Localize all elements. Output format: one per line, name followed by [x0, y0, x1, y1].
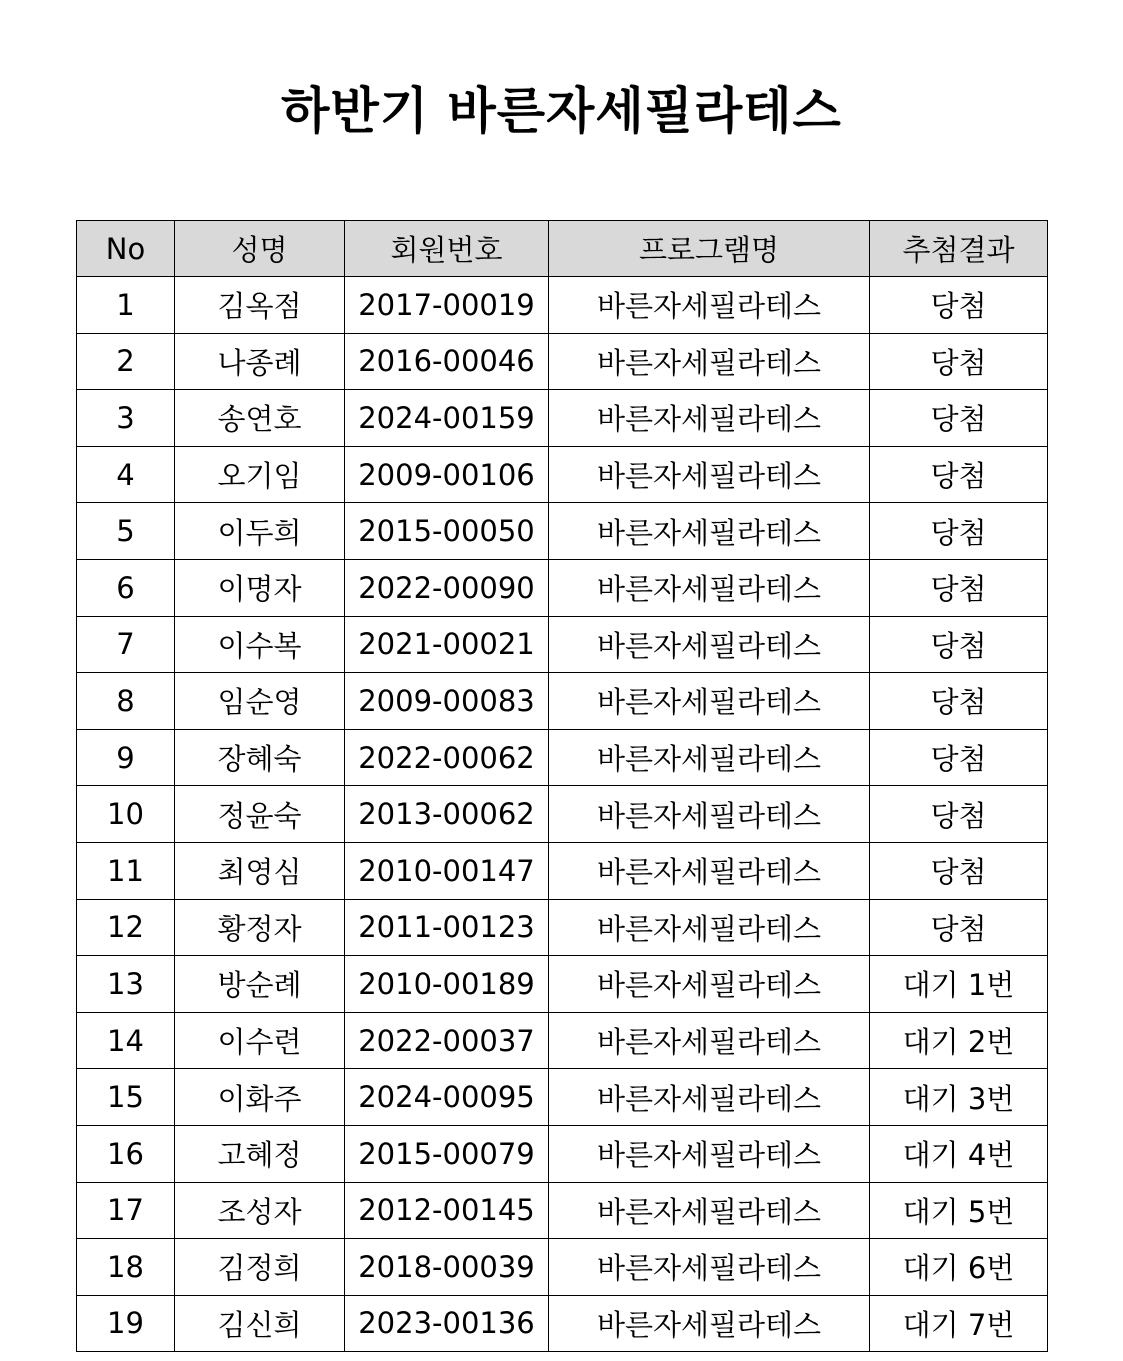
cell-no: 16 [77, 1125, 175, 1182]
cell-draw-result: 대기 7번 [870, 1295, 1048, 1352]
cell-member-number: 2011-00123 [345, 899, 549, 956]
cell-member-number: 2010-00189 [345, 956, 549, 1013]
cell-member-number: 2024-00159 [345, 390, 549, 447]
cell-member-number: 2009-00106 [345, 446, 549, 503]
table-row [77, 842, 1048, 899]
cell-name: 최영심 [175, 842, 345, 899]
cell-program-name: 바른자세필라테스 [549, 277, 870, 334]
cell-program-name: 바른자세필라테스 [549, 842, 870, 899]
cell-no: 10 [77, 786, 175, 843]
table-row [77, 503, 1048, 560]
cell-draw-result: 당첨 [870, 503, 1048, 560]
cell-no: 14 [77, 1012, 175, 1069]
cell-member-number: 2013-00062 [345, 786, 549, 843]
cell-draw-result: 당첨 [870, 786, 1048, 843]
cell-member-number: 2022-00037 [345, 1012, 549, 1069]
cell-draw-result: 대기 1번 [870, 956, 1048, 1013]
table-row [77, 1239, 1048, 1296]
cell-program-name: 바른자세필라테스 [549, 390, 870, 447]
cell-name: 이수복 [175, 616, 345, 673]
table-body [77, 277, 1048, 1352]
cell-member-number: 2012-00145 [345, 1182, 549, 1239]
table-row [77, 1069, 1048, 1126]
cell-draw-result: 당첨 [870, 616, 1048, 673]
cell-program-name: 바른자세필라테스 [549, 1182, 870, 1239]
cell-program-name: 바른자세필라테스 [549, 333, 870, 390]
page-title: 하반기 바른자세필라테스 [281, 82, 842, 140]
cell-name: 조성자 [175, 1182, 345, 1239]
cell-member-number: 2009-00083 [345, 673, 549, 730]
cell-no: 6 [77, 559, 175, 616]
cell-name: 황정자 [175, 899, 345, 956]
cell-no: 7 [77, 616, 175, 673]
cell-program-name: 바른자세필라테스 [549, 1239, 870, 1296]
table-row [77, 1125, 1048, 1182]
cell-program-name: 바른자세필라테스 [549, 1295, 870, 1352]
cell-draw-result: 당첨 [870, 673, 1048, 730]
cell-program-name: 바른자세필라테스 [549, 1125, 870, 1182]
table-row [77, 559, 1048, 616]
cell-no: 12 [77, 899, 175, 956]
cell-program-name: 바른자세필라테스 [549, 616, 870, 673]
cell-no: 2 [77, 333, 175, 390]
header-no: No [77, 221, 175, 277]
cell-member-number: 2018-00039 [345, 1239, 549, 1296]
cell-draw-result: 대기 5번 [870, 1182, 1048, 1239]
cell-program-name: 바른자세필라테스 [549, 729, 870, 786]
cell-program-name: 바른자세필라테스 [549, 673, 870, 730]
table-row [77, 786, 1048, 843]
cell-name: 고혜정 [175, 1125, 345, 1182]
cell-no: 18 [77, 1239, 175, 1296]
cell-name: 오기임 [175, 446, 345, 503]
cell-no: 5 [77, 503, 175, 560]
cell-member-number: 2010-00147 [345, 842, 549, 899]
table-row [77, 1182, 1048, 1239]
header-row [77, 221, 1048, 277]
cell-draw-result: 당첨 [870, 559, 1048, 616]
table-row [77, 956, 1048, 1013]
cell-program-name: 바른자세필라테스 [549, 1012, 870, 1069]
cell-draw-result: 대기 6번 [870, 1239, 1048, 1296]
cell-name: 장혜숙 [175, 729, 345, 786]
cell-name: 김신희 [175, 1295, 345, 1352]
cell-draw-result: 당첨 [870, 277, 1048, 334]
cell-program-name: 바른자세필라테스 [549, 559, 870, 616]
cell-draw-result: 대기 3번 [870, 1069, 1048, 1126]
table-row [77, 1012, 1048, 1069]
cell-name: 정윤숙 [175, 786, 345, 843]
cell-no: 9 [77, 729, 175, 786]
cell-member-number: 2021-00021 [345, 616, 549, 673]
cell-name: 이수련 [175, 1012, 345, 1069]
cell-member-number: 2022-00090 [345, 559, 549, 616]
header-program-name: 프로그램명 [549, 221, 870, 277]
cell-member-number: 2017-00019 [345, 277, 549, 334]
lottery-result-table [76, 220, 1048, 1352]
cell-no: 17 [77, 1182, 175, 1239]
cell-program-name: 바른자세필라테스 [549, 503, 870, 560]
cell-member-number: 2023-00136 [345, 1295, 549, 1352]
cell-name: 이명자 [175, 559, 345, 616]
cell-name: 김정희 [175, 1239, 345, 1296]
header-draw-result: 추첨결과 [870, 221, 1048, 277]
cell-no: 4 [77, 446, 175, 503]
cell-draw-result: 당첨 [870, 842, 1048, 899]
header-member-number: 회원번호 [345, 221, 549, 277]
cell-member-number: 2016-00046 [345, 333, 549, 390]
cell-name: 나종례 [175, 333, 345, 390]
cell-no: 15 [77, 1069, 175, 1126]
cell-member-number: 2022-00062 [345, 729, 549, 786]
table-row [77, 446, 1048, 503]
cell-name: 이화주 [175, 1069, 345, 1126]
cell-no: 13 [77, 956, 175, 1013]
cell-draw-result: 대기 4번 [870, 1125, 1048, 1182]
cell-draw-result: 당첨 [870, 390, 1048, 447]
cell-name: 김옥점 [175, 277, 345, 334]
table-row [77, 390, 1048, 447]
cell-program-name: 바른자세필라테스 [549, 1069, 870, 1126]
table-row [77, 899, 1048, 956]
table-row [77, 1295, 1048, 1352]
cell-member-number: 2024-00095 [345, 1069, 549, 1126]
cell-draw-result: 당첨 [870, 446, 1048, 503]
cell-program-name: 바른자세필라테스 [549, 956, 870, 1013]
cell-name: 임순영 [175, 673, 345, 730]
cell-draw-result: 당첨 [870, 333, 1048, 390]
table-row [77, 729, 1048, 786]
cell-draw-result: 당첨 [870, 899, 1048, 956]
cell-no: 8 [77, 673, 175, 730]
cell-member-number: 2015-00079 [345, 1125, 549, 1182]
cell-no: 19 [77, 1295, 175, 1352]
cell-name: 이두희 [175, 503, 345, 560]
cell-draw-result: 당첨 [870, 729, 1048, 786]
header-name: 성명 [175, 221, 345, 277]
cell-draw-result: 대기 2번 [870, 1012, 1048, 1069]
cell-name: 방순례 [175, 956, 345, 1013]
cell-program-name: 바른자세필라테스 [549, 446, 870, 503]
table-row [77, 616, 1048, 673]
cell-member-number: 2015-00050 [345, 503, 549, 560]
table-row [77, 673, 1048, 730]
table-row [77, 277, 1048, 334]
cell-program-name: 바른자세필라테스 [549, 899, 870, 956]
cell-no: 11 [77, 842, 175, 899]
cell-no: 1 [77, 277, 175, 334]
cell-name: 송연호 [175, 390, 345, 447]
cell-no: 3 [77, 390, 175, 447]
cell-program-name: 바른자세필라테스 [549, 786, 870, 843]
table-row [77, 333, 1048, 390]
